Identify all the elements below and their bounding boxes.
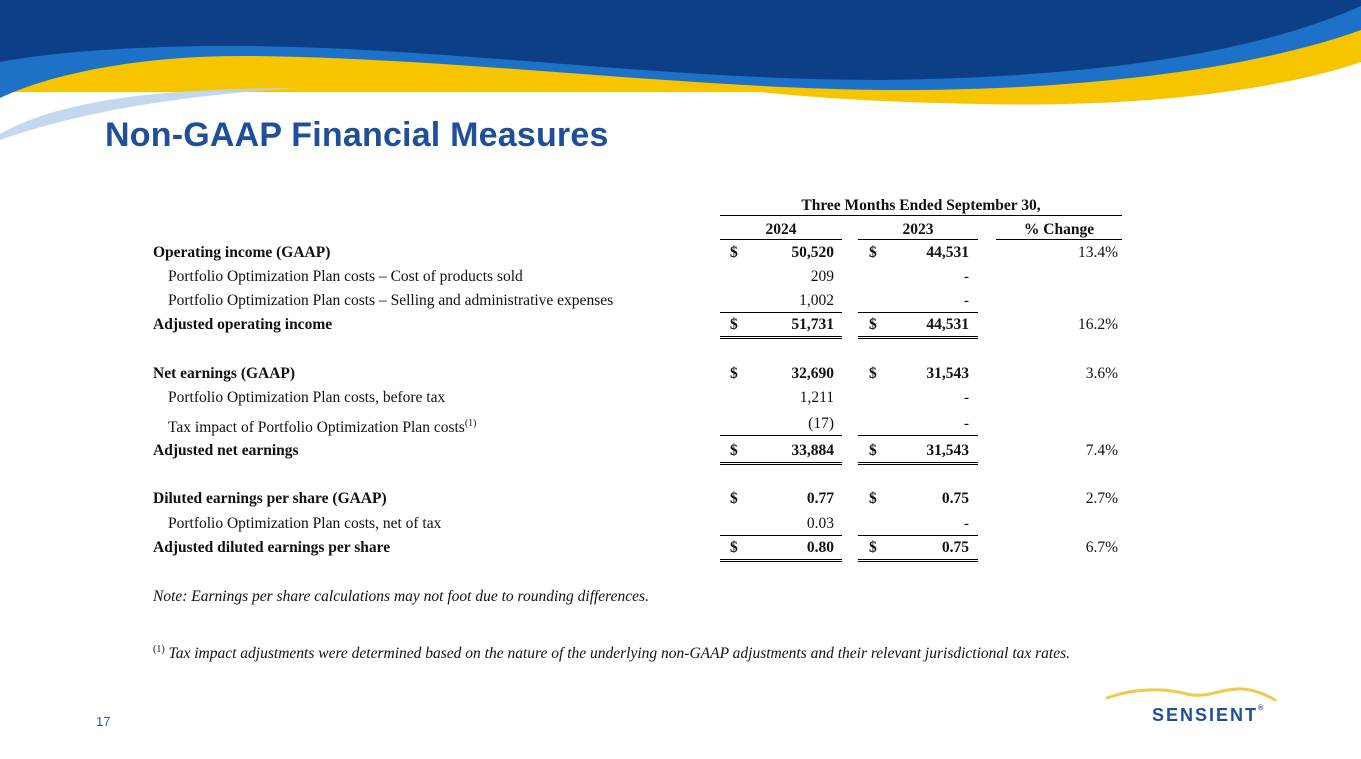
sensient-logo [1105, 684, 1280, 729]
underline-2024 [720, 462, 842, 465]
value-2023: 0.75 [941, 490, 969, 507]
row-label: Diluted earnings per share (GAAP) [153, 490, 387, 507]
column-header-pct-change: % Change [1023, 221, 1095, 238]
value-2023: - [963, 268, 969, 285]
row-label: Portfolio Optimization Plan costs, net of tax [168, 515, 442, 532]
value-2024: 0.03 [806, 515, 834, 532]
underline-2023 [858, 535, 978, 536]
dollar-sign-2024: $ [730, 442, 738, 459]
underline-2023 [858, 435, 978, 436]
underline-2024 [720, 435, 842, 436]
underline-2023 [858, 559, 978, 562]
underline-2023 [858, 336, 978, 339]
dollar-sign-2023: $ [869, 490, 877, 507]
period-header-rule [720, 215, 1122, 216]
footnote-marker: (1) [153, 644, 165, 655]
value-2023: 31,543 [926, 365, 969, 382]
column-header-rule-2024 [720, 239, 842, 240]
value-2024: 32,690 [791, 365, 834, 382]
value-2023: 31,543 [926, 442, 969, 459]
value-2023: 44,531 [926, 316, 969, 333]
value-2023: - [963, 515, 969, 532]
pct-change: 3.6% [1085, 365, 1118, 382]
period-header: Three Months Ended September 30, [801, 197, 1041, 214]
tax-footnote [153, 638, 1113, 666]
value-2024: 51,731 [791, 316, 834, 333]
value-2023: 0.75 [941, 539, 969, 556]
row-label: Adjusted diluted earnings per share [153, 539, 391, 556]
pct-change: 2.7% [1085, 490, 1118, 507]
logo-swoosh-icon [1105, 684, 1280, 706]
underline-2024 [720, 312, 842, 313]
dollar-sign-2024: $ [730, 539, 738, 556]
row-label: Portfolio Optimization Plan costs – Cost of products sold [168, 268, 523, 285]
dollar-sign-2024: $ [730, 316, 738, 333]
page-title: Non-GAAP Financial Measures [105, 116, 609, 154]
row-label: Tax impact of Portfolio Optimization Plan costs$^{(1)}$ [168, 418, 477, 437]
value-2024: 50,520 [791, 244, 834, 261]
value-2024: 1,211 [799, 389, 834, 406]
dollar-sign-2023: $ [869, 244, 877, 261]
logo-text [1152, 705, 1263, 726]
value-2024: 33,884 [791, 442, 834, 459]
underline-2023 [858, 312, 978, 313]
value-2024: 0.80 [806, 539, 834, 556]
value-2023: - [963, 292, 969, 309]
row-label: Portfolio Optimization Plan costs – Selling and administrative expenses [168, 292, 614, 309]
value-2024: 209 [810, 268, 834, 285]
dollar-sign-2024: $ [730, 365, 738, 382]
underline-2024 [720, 336, 842, 339]
row-label: Portfolio Optimization Plan costs, before tax [168, 389, 446, 406]
value-2024: 0.77 [806, 490, 834, 507]
footnote-ref: (1) [464, 418, 477, 429]
logo-wordmark: SENSIENT [1152, 705, 1259, 725]
row-label: Operating income (GAAP) [153, 244, 331, 261]
value-2024: (17) [808, 415, 834, 432]
dollar-sign-2023: $ [869, 442, 877, 459]
rounding-note: Note: Earnings per share calculations may not foot due to rounding differences. [153, 588, 649, 605]
row-label: Adjusted net earnings [153, 442, 299, 459]
pct-change: 13.4% [1077, 244, 1118, 261]
column-header-rule-2023 [858, 239, 978, 240]
value-2024: 1,002 [799, 292, 834, 309]
underline-2024 [720, 535, 842, 536]
page-number: 17 [96, 714, 111, 729]
pct-change: 7.4% [1085, 442, 1118, 459]
dollar-sign-2023: $ [869, 539, 877, 556]
pct-change: 6.7% [1085, 539, 1118, 556]
dollar-sign-2024: $ [730, 490, 738, 507]
dollar-sign-2023: $ [869, 365, 877, 382]
dollar-sign-2023: $ [869, 316, 877, 333]
column-header-2023: 2023 [902, 221, 934, 238]
pct-change: 16.2% [1077, 316, 1118, 333]
footnote-text: Tax impact adjustments were determined based on the nature of the underlying non-GAAP adjustments and their relevant jurisdictional tax rates. [164, 645, 1071, 663]
value-2023: - [963, 415, 969, 432]
dollar-sign-2024: $ [730, 244, 738, 261]
underline-2024 [720, 559, 842, 562]
row-label: Adjusted operating income [153, 316, 333, 333]
column-header-2024: 2024 [765, 221, 797, 238]
column-header-rule-pct [996, 239, 1122, 240]
value-2023: - [963, 389, 969, 406]
row-label: Net earnings (GAAP) [153, 365, 296, 382]
logo-trademark: ® [1258, 705, 1264, 712]
underline-2023 [858, 462, 978, 465]
value-2023: 44,531 [926, 244, 969, 261]
